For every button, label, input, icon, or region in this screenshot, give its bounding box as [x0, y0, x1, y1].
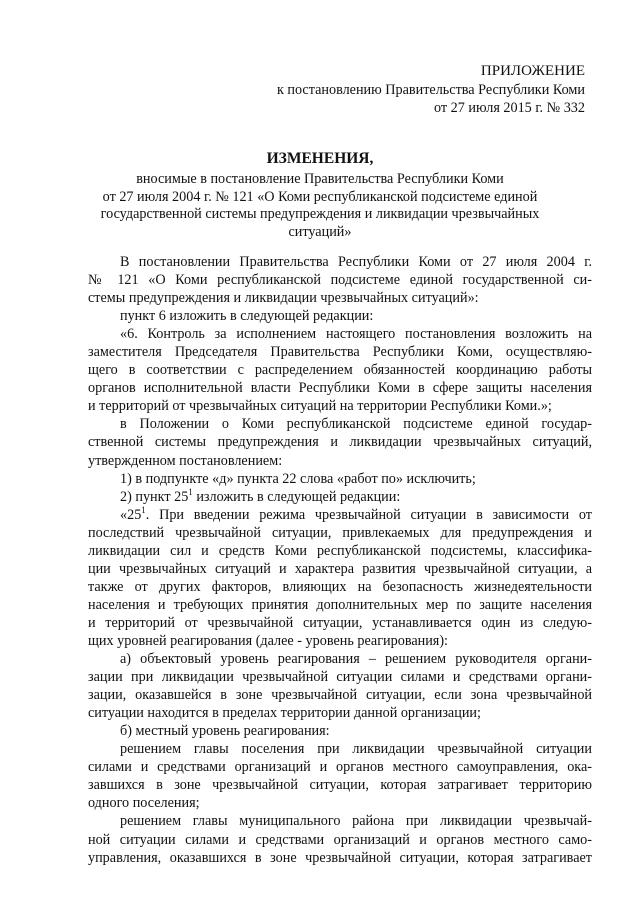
body-line: ситуации находится в пределах территории данной организации;	[88, 705, 481, 722]
body-line-part: . При введении режима чрезвычайной ситуации в зависимости от	[145, 506, 592, 523]
body-line: «6. Контроль за исполнением настоящего постановления возложить на	[120, 326, 592, 343]
body-line: зации при ликвидации чрезвычайной ситуации силами и средствами органи-	[88, 669, 592, 686]
subtitle-line: ситуаций»	[288, 223, 352, 240]
body-line: решением главы муниципального района при ликвидации чрезвычай-	[120, 813, 592, 830]
body-line: зации, оказавшейся в зоне чрезвычайной ситуации, если зона чрезвычайной	[88, 687, 592, 704]
body-line: и территорий от чрезвычайной ситуации, устанавливается один из следую-	[88, 614, 592, 631]
body-line: пункт 6 изложить в следующей редакции:	[120, 308, 374, 325]
document-title	[0, 150, 640, 241]
body-line: щего в соответствии с распределением обязанностей координацию работы	[88, 362, 592, 379]
body-line: заместителя Председателя Правительства Республики Коми, осуществляю-	[88, 344, 592, 361]
subtitle-line: от 27 июля 2004 г. № 121 «О Коми республиканской подсистеме единой	[102, 188, 538, 205]
document-heading: ИЗМЕНЕНИЯ,	[266, 150, 374, 167]
body-line: одного поселения;	[88, 795, 200, 812]
body-line-part: «25	[120, 506, 142, 523]
superscript: 1	[188, 486, 193, 497]
subtitle-line: государственной системы предупреждения и ликвидации чрезвычайных	[100, 206, 540, 222]
body-line: населения и требующих принятия дополнительных мер по защите населения	[88, 596, 592, 613]
body-line: № 121 «О Коми республиканской подсистеме единой государственной си-	[88, 272, 592, 289]
appendix-title: ПРИЛОЖЕНИЕ	[480, 63, 585, 79]
body-line: ции чрезвычайных ситуаций и характера развития чрезвычайной ситуации, а	[88, 560, 592, 577]
subtitle-line: вносимые в постановление Правительства Республики Коми	[136, 171, 504, 187]
document-subtitle	[0, 171, 640, 241]
body-line: ной ситуации силами и средствами организаций и органов местного само-	[88, 831, 592, 848]
body-line-part: 2) пункт 25	[120, 488, 189, 505]
body-line: ликвидации сил и средств Коми республиканской подсистемы, классифика-	[88, 542, 592, 559]
body-line: в Положении о Коми республиканской подсистеме единой государ-	[120, 416, 592, 433]
body-line: утвержденном постановлением:	[88, 452, 283, 469]
appendix-date: от 27 июля 2015 г. № 332	[434, 100, 585, 116]
body-line	[88, 488, 592, 506]
body-line: щих уровней реагирования (далее - уровень реагирования):	[88, 632, 449, 649]
body-line-part: изложить в следующей редакции:	[192, 488, 401, 505]
body-line: органов исполнительной власти Республики Коми в сфере защиты населения	[88, 380, 592, 397]
document-body	[88, 253, 592, 867]
body-line: силами и средствами организаций и органов местного самоуправления, ока-	[88, 759, 592, 776]
body-line: решением главы поселения при ликвидации чрезвычайной ситуации	[120, 741, 592, 758]
body-line: последствий чрезвычайной ситуации, привлекаемых для предупреждения и	[88, 524, 592, 541]
body-line: завшихся в зоне чрезвычайной ситуации, которая затрагивает территорию	[88, 777, 592, 794]
body-line: управления, оказавшихся в зоне чрезвычайной ситуации, которая затрагивает	[88, 849, 592, 866]
superscript: 1	[141, 504, 146, 515]
body-line: 1) в подпункте «д» пункта 22 слова «работ по» исключить;	[120, 470, 476, 487]
body-line: ственной системы предупреждения и ликвидации чрезвычайных ситуаций,	[88, 434, 592, 451]
body-line: и территорий от чрезвычайных ситуаций на территории Республики Коми.»;	[88, 398, 552, 415]
body-line: а) объектовый уровень реагирования – решением руководителя органи-	[120, 651, 592, 668]
body-line: также от других факторов, влияющих на безопасность жизнедеятельности	[88, 578, 592, 595]
body-line	[88, 506, 592, 524]
body-line: стемы предупреждения и ликвидации чрезвычайных ситуаций»:	[88, 290, 479, 307]
appendix-reference: к постановлению Правительства Республики Коми	[276, 81, 585, 98]
body-line: б) местный уровень реагирования:	[120, 723, 330, 740]
appendix-block	[277, 62, 585, 118]
body-line: В постановлении Правительства Республики Коми от 27 июля 2004 г.	[120, 254, 592, 270]
